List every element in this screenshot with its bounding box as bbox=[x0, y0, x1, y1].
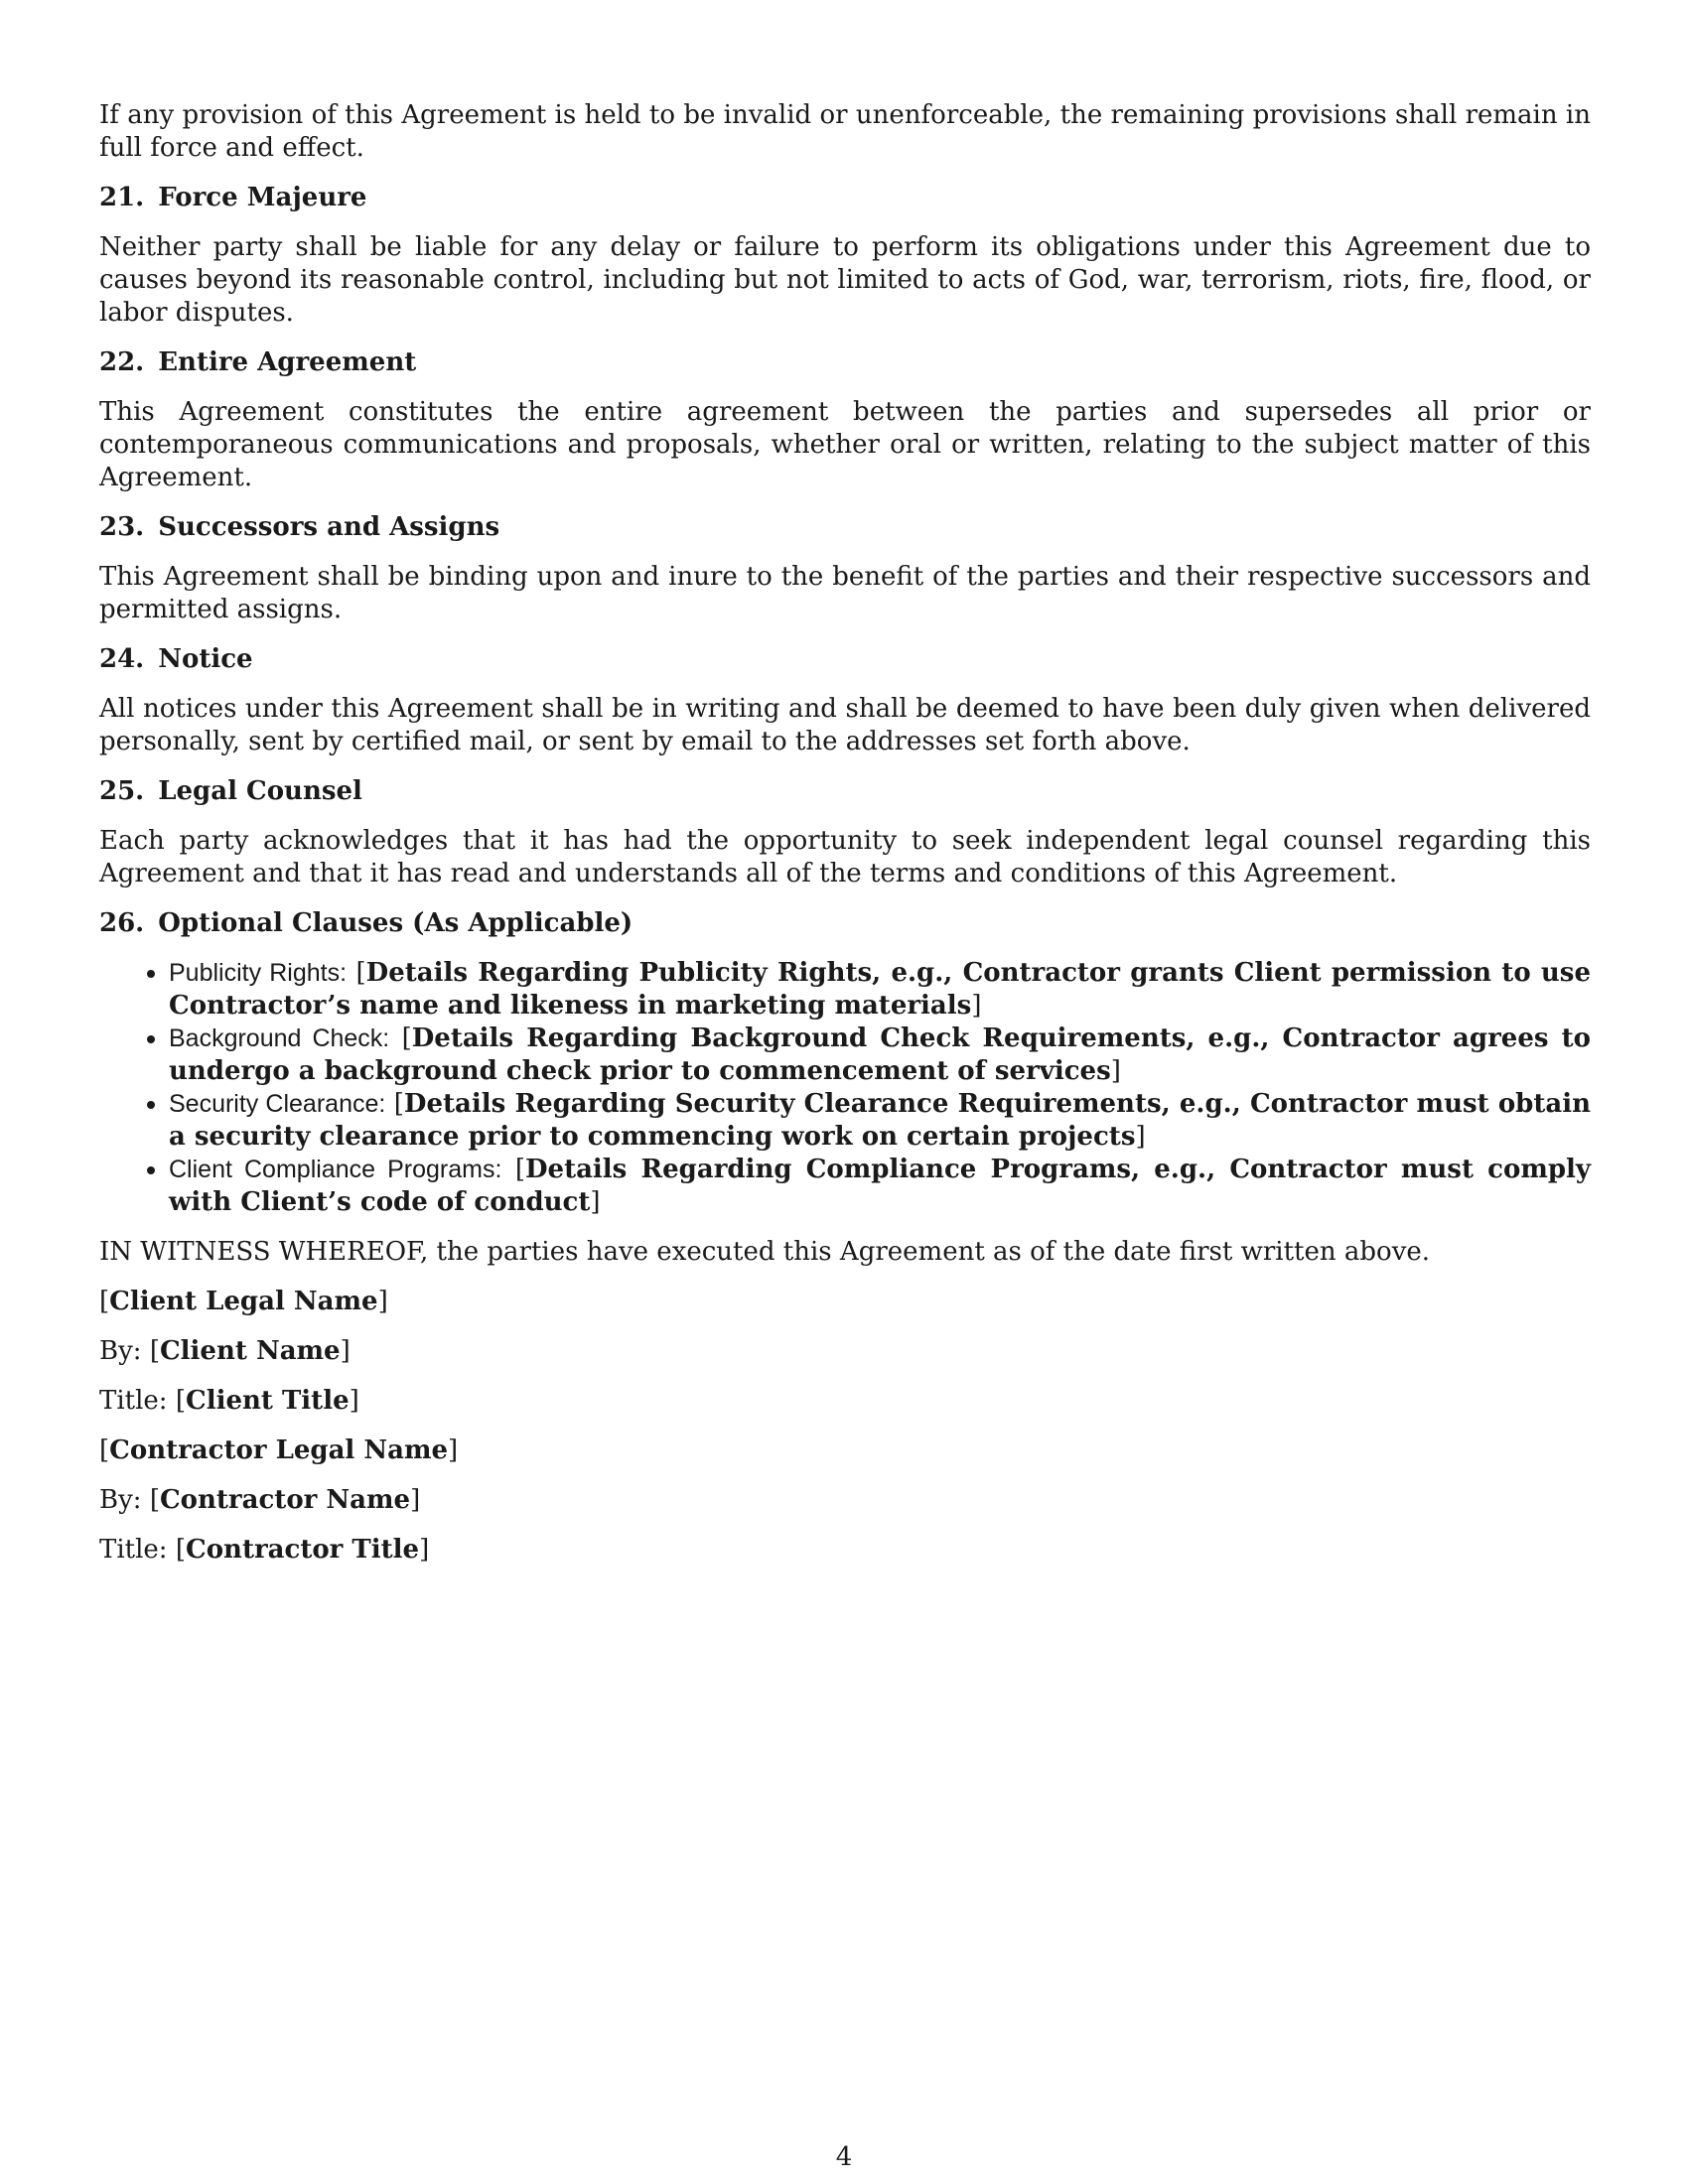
list-item: • Publicity Rights: [Details Regarding Publicity Rights, e.g., Contractor grants Client permission to use Contractor’s name and likeness in marketing materials] bbox=[169, 957, 1591, 1023]
section-21-body: Neither party shall be liable for any delay or failure to perform its obligations under this Agreement due to causes beyond its reasonable control, including but not limited to acts of God, war, terrorism, riots, fire, flood, or labor disputes. bbox=[99, 232, 1591, 328]
section-title: Entire Agreement bbox=[158, 347, 417, 377]
witness-statement: IN WITNESS WHEREOF, the parties have executed this Agreement as of the date first written above. bbox=[99, 1237, 1431, 1267]
clause-label: Client Compliance Programs: bbox=[169, 1156, 502, 1183]
clause-label: Security Clearance: bbox=[169, 1090, 386, 1118]
section-title: Legal Counsel bbox=[158, 776, 362, 806]
section-24-heading bbox=[99, 643, 1591, 676]
by-label: By: bbox=[99, 1485, 142, 1515]
section-title: Notice bbox=[158, 644, 253, 674]
contractor-name: Contractor Name bbox=[159, 1485, 411, 1515]
section-number: 25. bbox=[99, 776, 145, 806]
section-21-heading bbox=[99, 182, 1591, 214]
section-25-heading bbox=[99, 775, 1591, 808]
contractor-legal-name-line: [Contractor Legal Name] bbox=[99, 1435, 459, 1465]
contractor-title: Contractor Title bbox=[186, 1535, 420, 1565]
section-title: Optional Clauses (As Applicable) bbox=[158, 908, 633, 938]
section-number: 26. bbox=[99, 908, 145, 938]
clause-detail: Details Regarding Background Check Requirements, e.g., Contractor agrees to undergo a background check prior to commencement of services bbox=[169, 1024, 1591, 1086]
client-name: Client Name bbox=[159, 1336, 341, 1366]
contractor-by-line: By: [Contractor Name] bbox=[99, 1485, 421, 1515]
section-24-body: All notices under this Agreement shall be in writing and shall be deemed to have been duly given when delivered personally, sent by certified mail, or sent by email to the addresses set forth above. bbox=[99, 694, 1591, 756]
document-page bbox=[99, 99, 1591, 1583]
section-25-body: Each party acknowledges that it has had the opportunity to seek independent legal counsel regarding this Agreement and that it has read and understands all of the terms and conditions of this Agreement. bbox=[99, 826, 1591, 888]
clause-label: Publicity Rights: bbox=[169, 959, 348, 987]
section-number: 24. bbox=[99, 644, 145, 674]
clause-detail: Details Regarding Security Clearance Requirements, e.g., Contractor must obtain a security clearance prior to commencing work on certain projects bbox=[169, 1089, 1591, 1152]
section-23-heading bbox=[99, 511, 1591, 544]
contractor-legal-name: Contractor Legal Name bbox=[109, 1435, 449, 1465]
title-label: Title: bbox=[99, 1535, 168, 1565]
list-item: • Client Compliance Programs: [Details Regarding Compliance Programs, e.g., Contractor must comply with Client’s code of conduct] bbox=[169, 1154, 1591, 1219]
list-item: • Security Clearance: [Details Regarding Security Clearance Requirements, e.g., Contractor must obtain a security clearance prior to commencing work on certain projects] bbox=[169, 1088, 1591, 1154]
clause-detail: Details Regarding Publicity Rights, e.g., Contractor grants Client permission to use Contractor’s name and likeness in marketing materials bbox=[169, 958, 1591, 1021]
section-23-body: This Agreement shall be binding upon and inure to the benefit of the parties and their respective successors and permitted assigns. bbox=[99, 562, 1591, 624]
section-number: 23. bbox=[99, 512, 145, 542]
section-number: 21. bbox=[99, 183, 145, 212]
section-22-body: This Agreement constitutes the entire agreement between the parties and supersedes all prior or contemporaneous communications and proposals, whether oral or written, relating to the subject matter of this Agreement. bbox=[99, 397, 1591, 492]
title-label: Title: bbox=[99, 1386, 168, 1416]
client-by-line: By: [Client Name] bbox=[99, 1336, 351, 1366]
section-title: Successors and Assigns bbox=[158, 512, 500, 542]
client-title: Client Title bbox=[186, 1386, 350, 1416]
by-label: By: bbox=[99, 1336, 142, 1366]
section-26-heading bbox=[99, 907, 1591, 940]
client-legal-name-line: [Client Legal Name] bbox=[99, 1287, 388, 1316]
list-item: • Background Check: [Details Regarding Background Check Requirements, e.g., Contractor agrees to undergo a background check prior to commencement of services] bbox=[169, 1023, 1591, 1088]
clause-label: Background Check: bbox=[169, 1024, 390, 1052]
section-title: Force Majeure bbox=[158, 183, 367, 212]
optional-clauses-list bbox=[99, 957, 1591, 1219]
section-22-heading bbox=[99, 346, 1591, 379]
client-legal-name: Client Legal Name bbox=[109, 1287, 378, 1316]
client-title-line: Title: [Client Title] bbox=[99, 1386, 359, 1416]
clause-detail: Details Regarding Compliance Programs, e.g., Contractor must comply with Client’s code of conduct bbox=[169, 1155, 1591, 1217]
page-number: 4 bbox=[835, 2142, 853, 2172]
section-number: 22. bbox=[99, 347, 145, 377]
signature-block bbox=[99, 1286, 1591, 1567]
contractor-title-line: Title: [Contractor Title] bbox=[99, 1535, 430, 1565]
severability-paragraph: If any provision of this Agreement is held to be invalid or unenforceable, the remaining provisions shall remain in full force and effect. bbox=[99, 100, 1591, 163]
